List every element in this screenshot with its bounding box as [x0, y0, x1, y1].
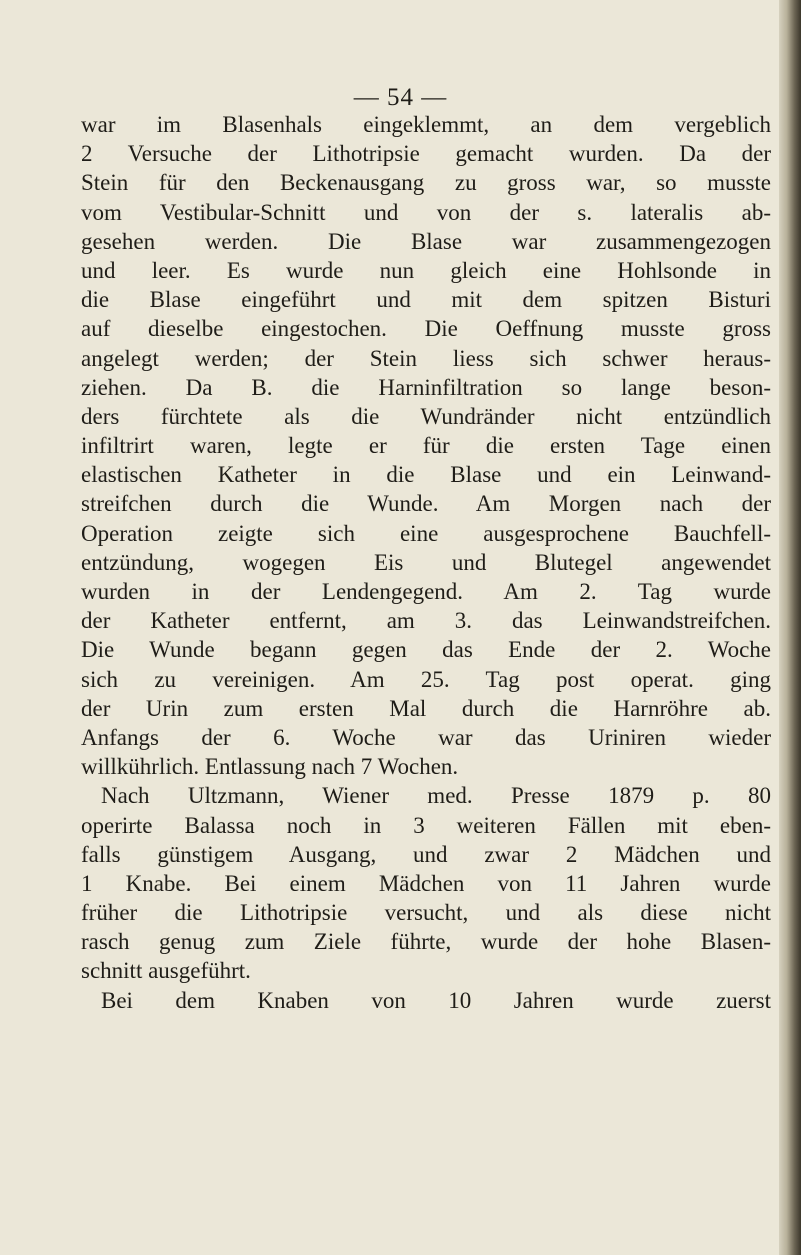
text-line: früher die Lithotripsie versucht, und als diese nicht: [81, 900, 771, 926]
text-line: Nach Ultzmann, Wiener med. Presse 1879 p. 80: [101, 783, 771, 809]
text-line: Die Wunde begann gegen das Ende der 2. Woche: [81, 637, 771, 663]
text-line: Anfangs der 6. Woche war das Uriniren wieder: [81, 724, 771, 750]
text-line: rasch genug zum Ziele führte, wurde der hohe Blasen-: [81, 929, 771, 955]
text-line: streifchen durch die Wunde. Am Morgen nach der: [81, 491, 771, 517]
text-line: operirte Balassa noch in 3 weiteren Fällen mit eben-: [81, 812, 771, 838]
text-line: sich zu vereinigen. Am 25. Tag post operat. ging: [81, 666, 771, 692]
text-line: die Blase eingeführt und mit dem spitzen Bisturi: [81, 287, 771, 313]
text-line: 2 Versuche der Lithotripsie gemacht wurden. Da der: [81, 141, 771, 167]
text-line: der Urin zum ersten Mal durch die Harnröhre ab.: [81, 695, 771, 721]
text-line: vom Vestibular-Schnitt und von der s. lateralis ab-: [81, 199, 771, 225]
text-line: schnitt ausgeführt.: [81, 958, 251, 984]
text-line: elastischen Katheter in die Blase und ein Leinwand-: [81, 462, 771, 488]
text-line: willkührlich. Entlassung nach 7 Wochen.: [81, 754, 459, 780]
text-line: ders fürchtete als die Wundränder nicht entzündlich: [81, 403, 771, 429]
text-line: infiltrirt waren, legte er für die ersten Tage einen: [81, 433, 771, 459]
text-line: Stein für den Beckenausgang zu gross war, so musste: [81, 170, 771, 196]
text-line: ziehen. Da B. die Harninfiltration so lange beson-: [81, 374, 771, 400]
text-line: 1 Knabe. Bei einem Mädchen von 11 Jahren wurde: [81, 870, 771, 896]
text-line: gesehen werden. Die Blase war zusammengezogen: [81, 228, 771, 254]
page-edge-shadow: [779, 0, 801, 1255]
text-line: entzündung, wogegen Eis und Blutegel angewendet: [81, 549, 771, 575]
text-line: Bei dem Knaben von 10 Jahren wurde zuerst: [101, 987, 771, 1013]
text-line: wurden in der Lendengegend. Am 2. Tag wurde: [81, 579, 771, 604]
text-line: falls günstigem Ausgang, und zwar 2 Mädchen und: [81, 841, 771, 867]
text-line: angelegt werden; der Stein liess sich schwer heraus-: [81, 345, 771, 371]
page-number: — 54 —: [353, 84, 448, 111]
text-line: auf dieselbe eingestochen. Die Oeffnung musste gross: [81, 316, 771, 342]
text-line: der Katheter entfernt, am 3. das Leinwandstreifchen.: [81, 608, 771, 634]
text-line: Operation zeigte sich eine ausgesprochene Bauchfell-: [81, 520, 771, 546]
text-line: war im Blasenhals eingeklemmt, an dem vergeblich: [81, 112, 771, 137]
text-line: und leer. Es wurde nun gleich eine Hohlsonde in: [81, 257, 771, 283]
body-text: [81, 110, 771, 1015]
